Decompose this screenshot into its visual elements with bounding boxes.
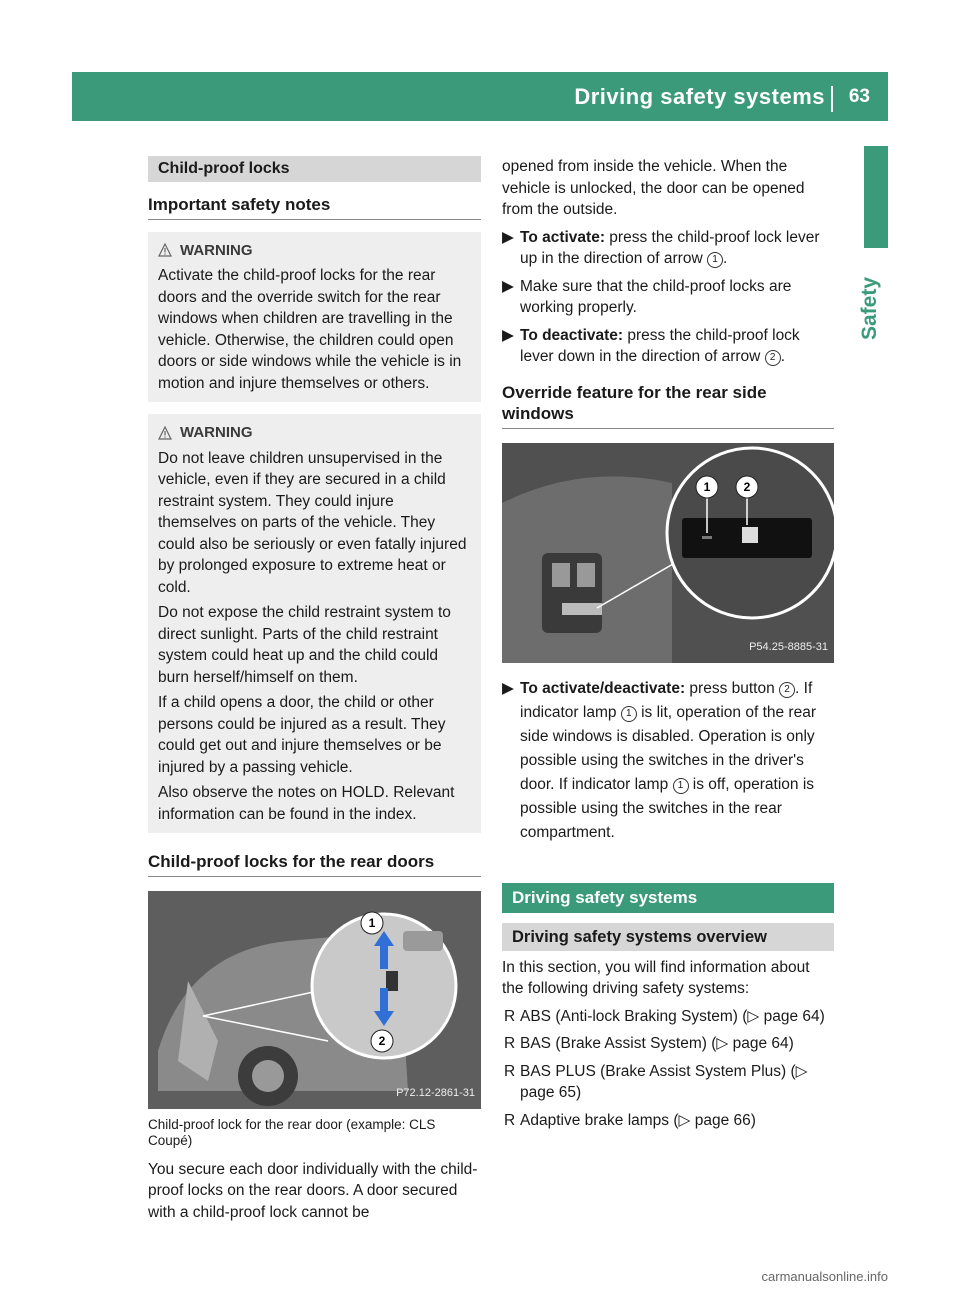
warning-paragraph: Do not expose the child restraint system to direct sunlight. Parts of the child restraint system could heat up and the child could burn herself/himself on them. <box>158 604 451 686</box>
step-deactivate: ▶ To deactivate: press the child-proof lock lever down in the direction of arrow 2 . <box>502 326 800 365</box>
heading-safety-notes: Important safety notes <box>148 194 481 220</box>
figure-code: P72.12-2861-31 <box>396 1087 475 1099</box>
figure-marker-1: 1 <box>368 915 376 930</box>
header-bar <box>72 72 888 121</box>
step-arrow-icon: ▶ <box>502 228 514 246</box>
ref-marker: 2 <box>765 350 781 366</box>
warning-text: Activate the child-proof locks for the rear doors and the override switch for the rear windows when children are travelling in the vehicle. Otherwise, the children could open doors or side windows while the vehicle is in motion and injure themselves or others. <box>158 267 462 392</box>
step-check: ▶ Make sure that the child-proof locks are working properly. <box>502 277 792 316</box>
figure-rear-door-lock <box>148 891 481 1109</box>
heading-override-feature: Override feature for the rear side windows <box>502 382 834 429</box>
warning-box-1 <box>148 232 481 403</box>
warning-paragraph: Do not leave children unsupervised in the vehicle, even if they are secured in a child restraint system. They could injure themselves on parts of the vehicle. They could also be seriously or even fatally injured by prolonged exposure to extreme heat or cold. <box>158 449 467 596</box>
warning-paragraph: If a child opens a door, the child or other persons could be injured as a result. They could get out and injure themselves or be injured by a passing vehicle. <box>158 694 446 776</box>
step-override: ▶ To activate/deactivate: press button 2 . If indicator lamp 1 is lit, operation of the rear side windows is disabled. Operation is only possible using the switches in the driver's door. If indicator lamp 1 is off, operation is possible using the switches in the rear compartment. <box>502 677 834 845</box>
footer-watermark: carmanualsonline.info <box>761 1269 888 1284</box>
list-item: R Adaptive brake lamps (▷ page 66) <box>504 1111 756 1129</box>
ref-marker: 1 <box>707 252 723 268</box>
warning-title: WARNING <box>158 240 471 262</box>
warning-icon <box>158 426 172 440</box>
header-divider <box>831 86 833 112</box>
heading-overview: Driving safety systems overview <box>502 923 834 951</box>
figure-rear-door-illustration <box>148 891 481 1109</box>
continued-text: opened from inside the vehicle. When the vehicle is unlocked, the door can be opened from the outside. <box>502 158 805 218</box>
figure-override-illustration <box>502 443 834 663</box>
list-item: R ABS (Anti-lock Braking System) (▷ page 64) <box>504 1007 825 1025</box>
section-title: Driving safety systems <box>574 84 825 109</box>
figure-marker-2: 2 <box>378 1033 386 1048</box>
list-item: R BAS (Brake Assist System) (▷ page 64) <box>504 1035 794 1052</box>
ref-marker: 1 <box>673 778 689 794</box>
step-arrow-icon: ▶ <box>502 326 514 344</box>
figure-override-switch <box>502 443 834 663</box>
heading-rear-doors: Child-proof locks for the rear doors <box>148 851 481 877</box>
ref-marker: 1 <box>621 706 637 722</box>
warning-icon <box>158 243 172 257</box>
figure-caption: Child-proof lock for the rear door (example: CLS Coupé) <box>148 1116 436 1148</box>
warning-title: WARNING <box>158 422 471 444</box>
heading-child-proof-locks: Child-proof locks <box>148 156 481 182</box>
body-text: You secure each door individually with the child-proof locks on the rear doors. A door secured with a child-proof lock cannot be <box>148 1160 478 1221</box>
ref-marker: 2 <box>779 682 795 698</box>
overview-intro: In this section, you will find information about the following driving safety systems: <box>502 958 810 997</box>
step-activate: ▶ To activate: press the child-proof lock lever up in the direction of arrow 1 . <box>502 228 820 267</box>
step-arrow-icon: ▶ <box>502 277 514 295</box>
figure-marker-2: 2 <box>743 479 751 494</box>
figure-code: P54.25-8885-31 <box>749 641 828 653</box>
chapter-label: Safety <box>858 276 881 340</box>
step-arrow-icon: ▶ <box>502 679 514 697</box>
left-column <box>148 156 481 1223</box>
warning-box-2 <box>148 414 481 833</box>
warning-paragraph: Also observe the notes on HOLD. Relevant information can be found in the index. <box>158 784 455 823</box>
section-heading-driving-safety: Driving safety systems <box>502 883 834 913</box>
right-column <box>502 156 834 1131</box>
page-number: 63 <box>848 86 870 107</box>
list-item: R BAS PLUS (Brake Assist System Plus) (▷ page 65) <box>504 1062 808 1101</box>
figure-marker-1: 1 <box>703 479 711 494</box>
